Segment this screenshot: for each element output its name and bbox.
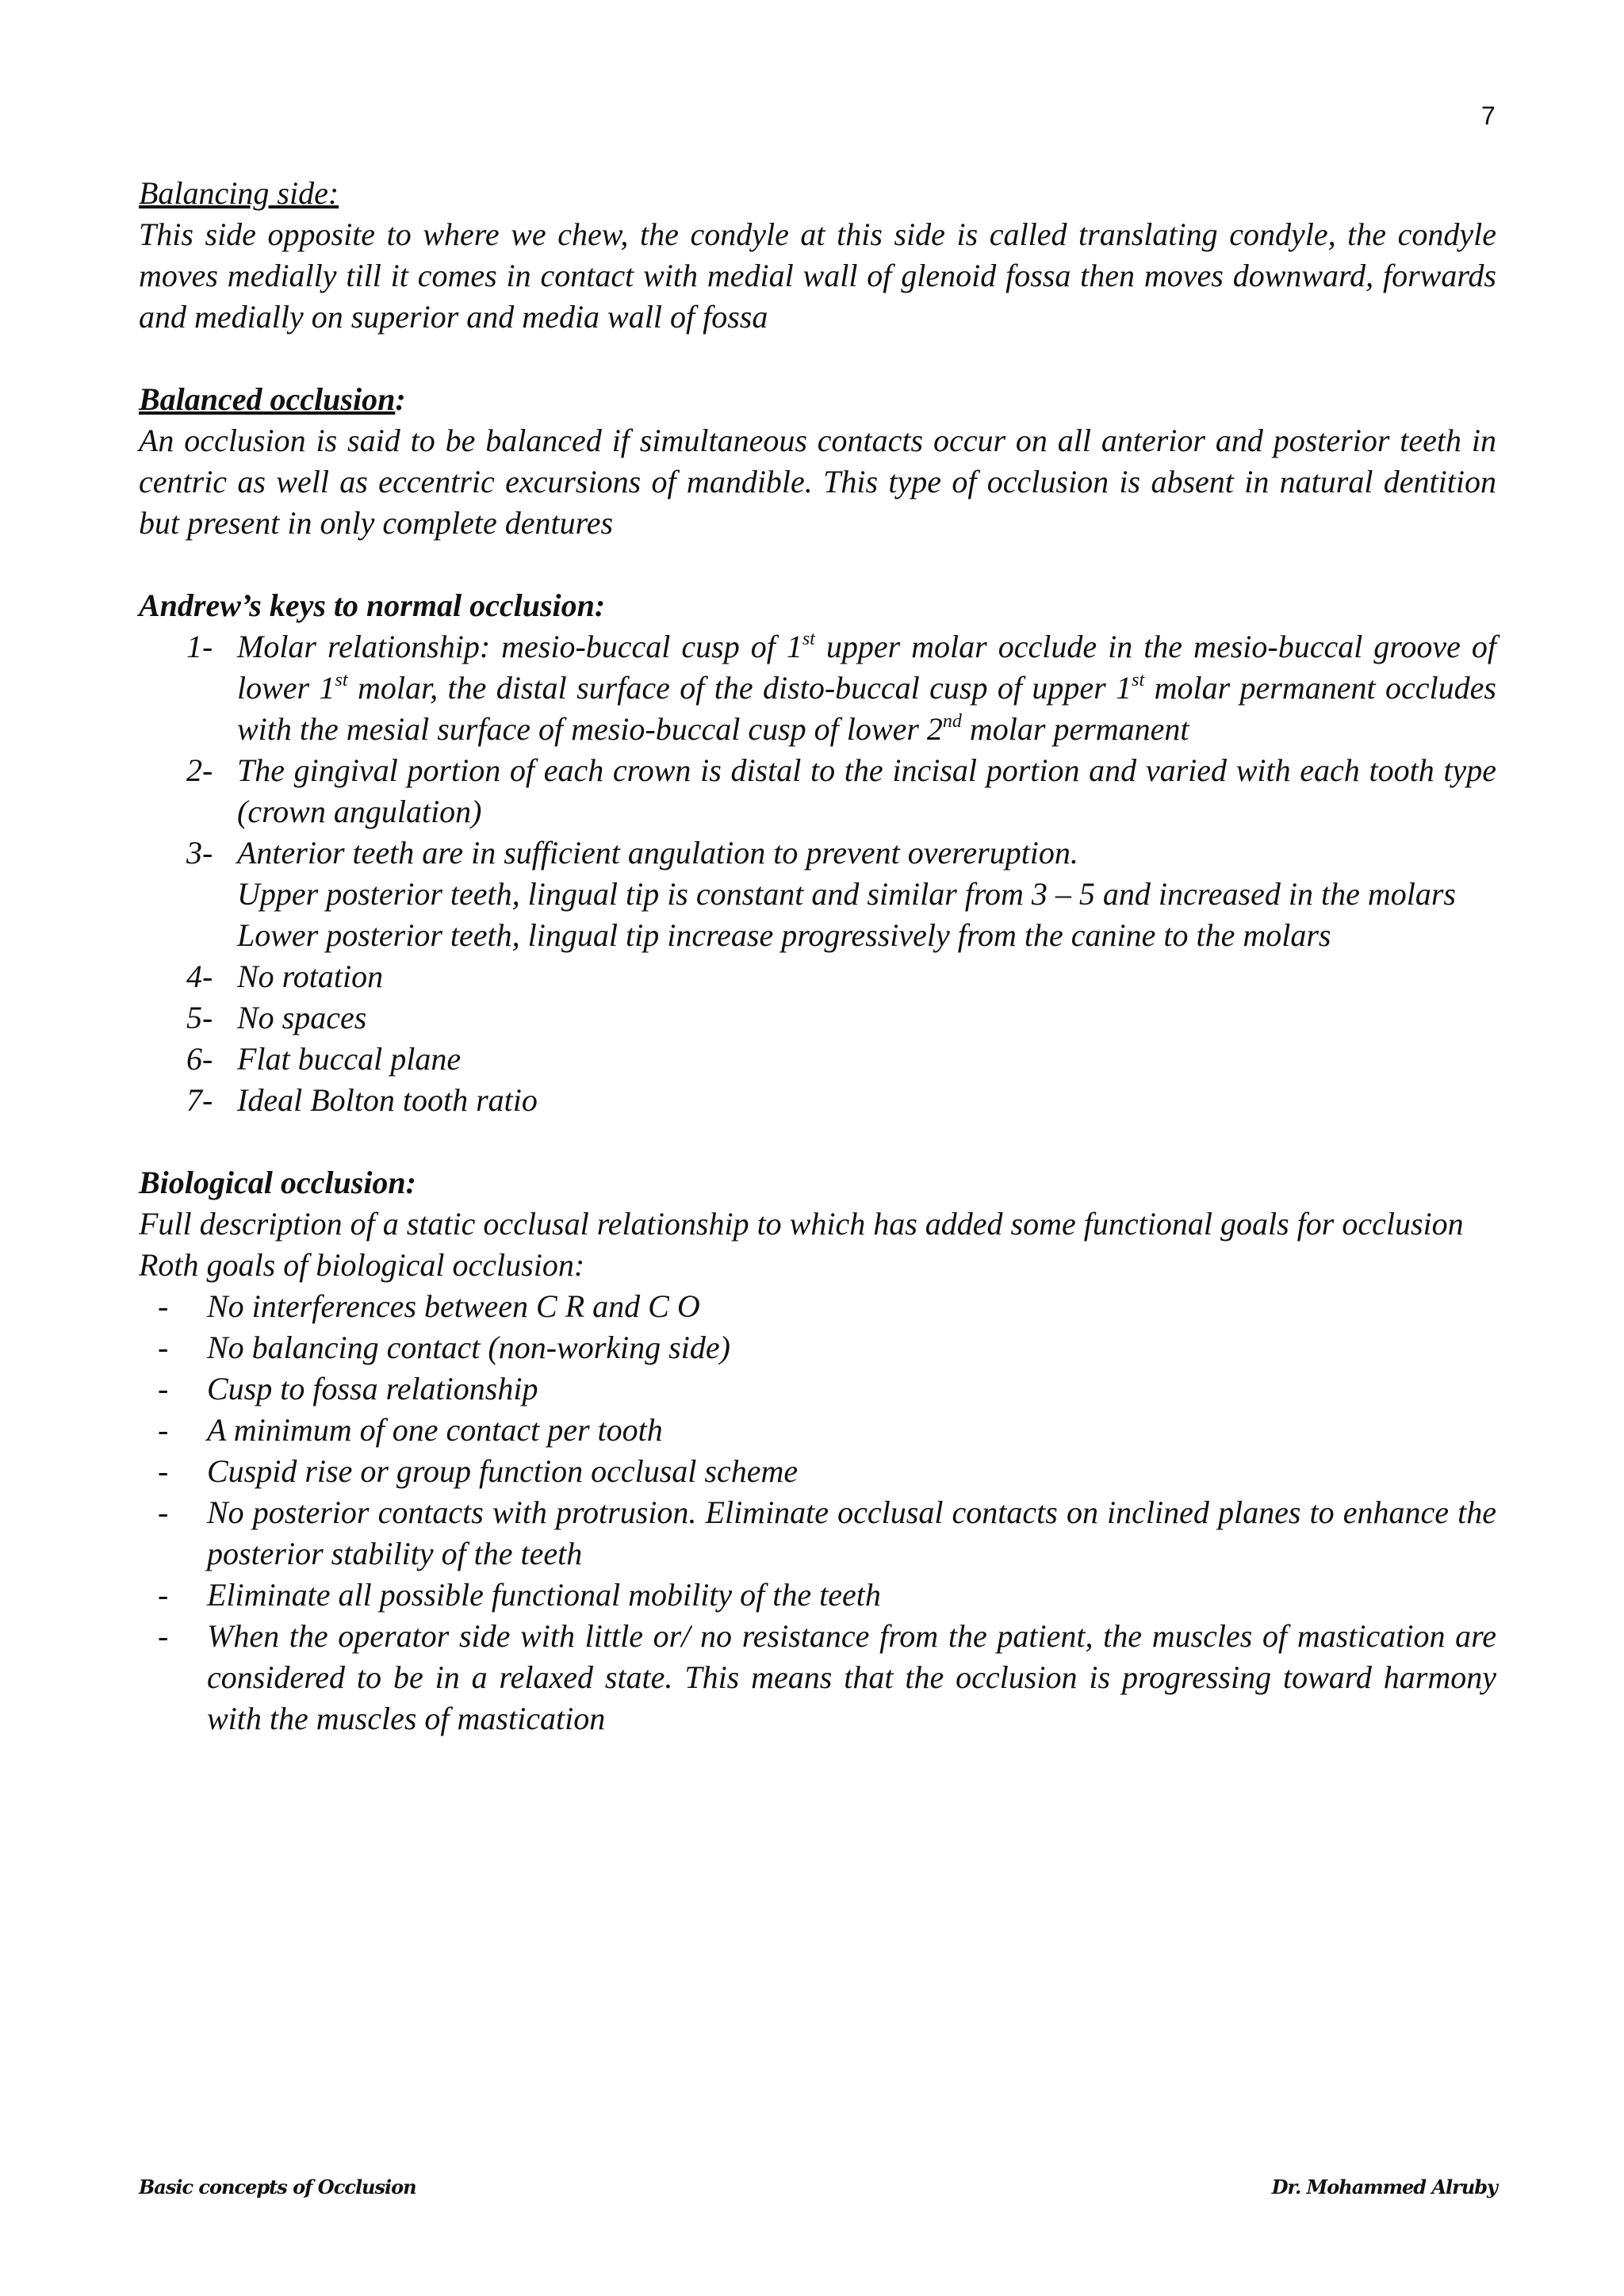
item-text: A minimum of one contact per tooth <box>207 1412 663 1448</box>
andrews-keys-section <box>139 585 1496 1121</box>
dash-bullet: - <box>158 1453 169 1489</box>
item-text: molar permanent <box>961 711 1189 747</box>
item-text: No spaces <box>237 1000 367 1035</box>
item-text: Anterior teeth are in sufficient angulation to prevent overeruption. <box>237 835 1078 871</box>
item-text: No interferences between C R and C O <box>207 1288 700 1324</box>
balanced-occlusion-section <box>139 379 1496 544</box>
list-number: 7- <box>186 1082 213 1118</box>
balanced-occlusion-heading-colon: : <box>395 381 406 417</box>
balanced-occlusion-text: An occlusion is said to be balanced if simultaneous contacts occur on all anterior and posterior teeth in centric as well as eccentric excursions of mandible. This type of occlusion is absent in natural dentition but present in only complete dentures <box>139 423 1496 541</box>
list-item <box>139 1492 1496 1575</box>
balancing-side-section <box>139 173 1496 338</box>
dash-bullet: - <box>158 1494 169 1530</box>
list-item <box>139 1327 1496 1368</box>
list-item <box>139 1039 1496 1080</box>
roth-goals-list <box>139 1286 1496 1739</box>
item-text: No posterior contacts with protrusion. Eliminate occlusal contacts on inclined planes to enhance the posterior stability of the teeth <box>207 1494 1496 1571</box>
list-item <box>139 1451 1496 1492</box>
list-number: 1- <box>186 629 213 664</box>
item-text: upper molar occlude in the mesio-buccal groove of lower 1 <box>237 629 1496 706</box>
roth-goals-intro: Roth goals of biological occlusion: <box>139 1247 585 1283</box>
andrews-keys-heading: Andrew’s keys to normal occlusion: <box>139 587 606 623</box>
item-text: The gingival portion of each crown is distal to the incisal portion and varied with each tooth type (crown angulation) <box>237 752 1496 829</box>
item-text: Upper posterior teeth, lingual tip is constant and similar from 3 – 5 and increased in the molars <box>237 876 1456 912</box>
item-text: When the operator side with little or/ no resistance from the patient, the muscles of mastication are considered to be in a relaxed state. This means that the occlusion is progressing toward harmony with the muscles of mastication <box>207 1618 1496 1736</box>
list-item <box>139 626 1496 750</box>
dash-bullet: - <box>158 1618 169 1654</box>
andrews-keys-list <box>139 626 1496 1121</box>
list-item <box>139 1286 1496 1327</box>
item-text: No rotation <box>237 959 384 994</box>
balanced-occlusion-heading <box>139 379 1496 420</box>
dash-bullet: - <box>158 1371 169 1406</box>
list-item <box>139 956 1496 997</box>
superscript: nd <box>942 711 962 732</box>
list-number: 6- <box>186 1041 213 1077</box>
item-text: Cuspid rise or group function occlusal scheme <box>207 1453 799 1489</box>
item-text: Eliminate all possible functional mobility of the teeth <box>207 1577 881 1613</box>
biological-occlusion-heading: Biological occlusion: <box>139 1165 416 1200</box>
balanced-occlusion-heading-text: Balanced occlusion <box>139 381 396 417</box>
balancing-side-heading: Balancing side: <box>139 175 339 211</box>
superscript: st <box>1132 670 1145 691</box>
item-text: Flat buccal plane <box>237 1041 462 1077</box>
list-number: 4- <box>186 959 213 994</box>
footer-author: Dr. Mohammed Alruby <box>1271 2175 1497 2198</box>
list-item <box>139 750 1496 832</box>
item-text: molar permanent occludes with the mesial surface of mesio-buccal cusp of lower 2 <box>237 670 1496 747</box>
biological-occlusion-text: Full description of a static occlusal relationship to which has added some functional goals for occlusion <box>139 1206 1464 1242</box>
list-number: 5- <box>186 1000 213 1035</box>
list-item <box>139 1616 1496 1739</box>
page-number: 7 <box>1481 101 1496 130</box>
item-text: molar, the distal surface of the disto-buccal cusp of upper 1 <box>347 670 1132 706</box>
dash-bullet: - <box>158 1577 169 1613</box>
list-number: 2- <box>186 752 213 788</box>
list-item <box>139 1575 1496 1616</box>
document-body <box>139 173 1496 1781</box>
item-text: Ideal Bolton tooth ratio <box>237 1082 538 1118</box>
biological-occlusion-section <box>139 1162 1496 1739</box>
superscript: st <box>802 629 815 649</box>
list-item <box>139 832 1496 956</box>
list-item <box>139 1368 1496 1410</box>
dash-bullet: - <box>158 1412 169 1448</box>
list-item <box>139 1410 1496 1451</box>
footer-title: Basic concepts of Occlusion <box>139 2175 416 2198</box>
item-text: Cusp to fossa relationship <box>207 1371 538 1406</box>
superscript: st <box>335 670 348 691</box>
balancing-side-text: This side opposite to where we chew, the condyle at this side is called translating condyle, the condyle moves medially till it comes in contact with medial wall of glenoid fossa then moves downward, forwards and medially on superior and media wall of fossa <box>139 216 1496 335</box>
list-number: 3- <box>186 835 213 871</box>
dash-bullet: - <box>158 1288 169 1324</box>
item-text: Molar relationship: mesio-buccal cusp of 1 <box>237 629 802 664</box>
list-item <box>139 997 1496 1039</box>
item-text: No balancing contact (non-working side) <box>207 1330 730 1365</box>
dash-bullet: - <box>158 1330 169 1365</box>
list-item <box>139 1080 1496 1121</box>
item-text: Lower posterior teeth, lingual tip increase progressively from the canine to the molars <box>237 917 1331 953</box>
